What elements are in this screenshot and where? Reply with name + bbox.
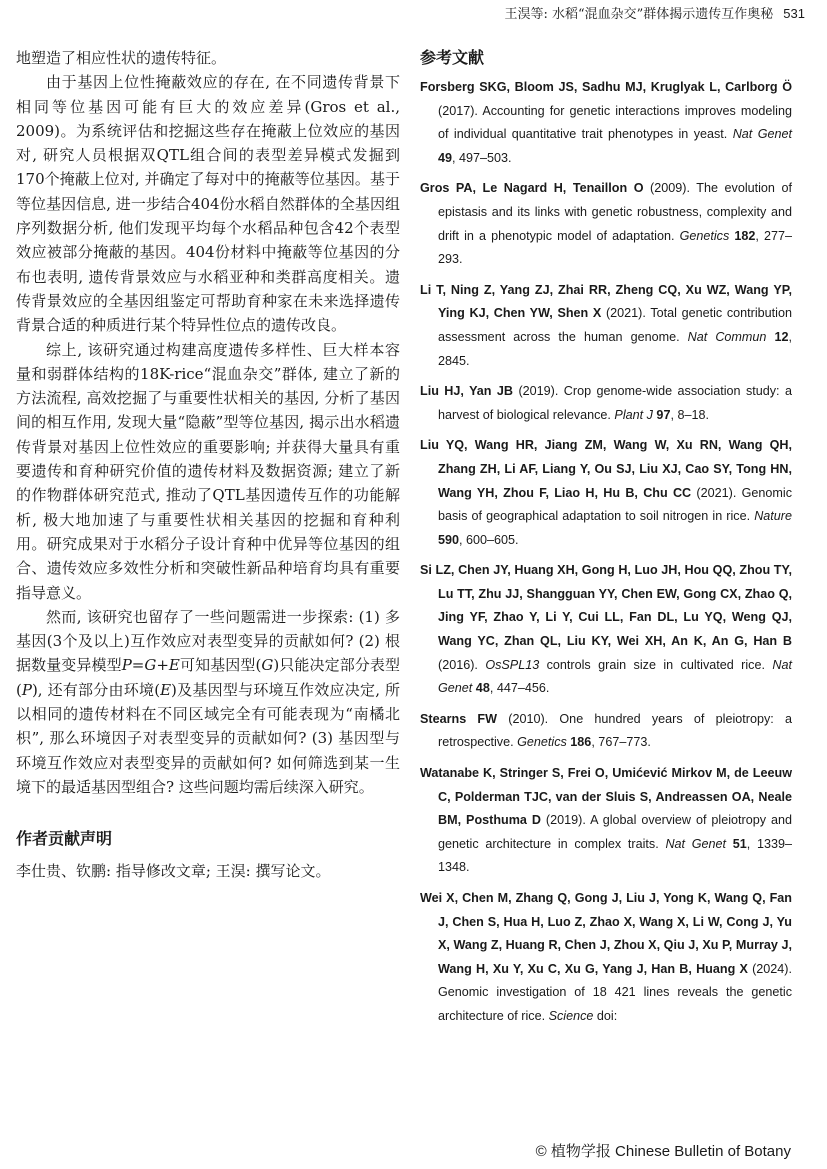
reference-pages: doi: — [593, 1008, 618, 1023]
reference-year: (2021). — [691, 485, 742, 500]
journal-name-cn: 植物学报 — [550, 1142, 611, 1160]
journal-name-en: Chinese Bulletin of Botany — [615, 1143, 791, 1160]
reference-title: The evolution of epistasis and its links with genetic robustness, complexity and drift in a phenotypic model of adaptation. — [438, 181, 792, 243]
reference-authors: Forsberg SKG, Bloom JS, Sadhu MJ, Kruglyak L, Carlborg Ö — [420, 80, 792, 94]
p4-text-2: 可知基因型( — [179, 656, 262, 675]
reference-authors: Watanabe K, Stringer S, Frei O, Umićević Mirkov M, de Leeuw C, Polderman TJC, van der Sluis S, Andreassen OA, Neale BM, Posthuma D — [420, 766, 792, 828]
reference-authors: Wei X, Chen M, Zhang Q, Gong J, Liu J, Yong K, Wang Q, Fan J, Chen S, Hua H, Luo Z, Zhao X, Wang X, Li W, Cong J, Yu X, Wang Z, Huang R, Chen J, Zhou X, Qiu J, Xu P, Murray J, Wang H, Xu Y, Xu C, Xu G, Yang J, Han B, Huang X — [420, 891, 792, 976]
paragraph-2: 由于基因上位性掩蔽效应的存在, 在不同遗传背景下相同等位基因可能有巨大的效应差异(Gros et al., 2009)。为系统评估和挖掘这些存在掩蔽上位效应的基因对, 研究人员根据双QTL组合间的表型差异模式发掘到170个掩蔽上位对, 并确定了每对中的掩蔽等位基因。基于等位基因信息, 进一步结合404份水稻自然群体的全基因组序列数据分析, 他们发现平均每个水稻品种包含42个表型效应被部分掩蔽的基因。404份材料中掩蔽等位基因的分布也表明, 遗传背景效应与水稻亚种和类群高度相关。遗传背景效应的全基因组鉴定可帮助育种家在未来选择遗传背景合适的种质进行某个特异性位点的遗传改良。 — [16, 73, 400, 335]
copyright-symbol: © — [535, 1143, 547, 1160]
reference-volume: 97 — [652, 407, 671, 422]
reference-title: Crop genome-wide association study: a harvest of biological relevance. — [438, 384, 792, 422]
symbol-g: G — [261, 656, 274, 675]
p4-text-1: 然而, 该研究也留存了一些问题需进一步探索: (1) 多基因(3个及以上)互作效应对表型变异的贡献如何? (2) 根据数量变异模型 — [16, 607, 400, 675]
reference-title: A global overview of pleiotropy and genetic architecture in complex traits. — [438, 813, 792, 851]
paragraph-4 — [16, 605, 400, 799]
page-number: 531 — [783, 6, 805, 21]
reference-title: Accounting for genetic interactions improves modeling of individual quantitative trait phenotypes in yeast. — [438, 103, 792, 142]
reference-item — [420, 380, 792, 427]
contributions-text: 李仕贵、钦鹏: 指导修改文章; 王淏: 撰写论文。 — [16, 862, 331, 881]
reference-item — [420, 434, 792, 552]
reference-journal: Nat Genet — [438, 657, 792, 696]
reference-gene-name: OsSPL13 — [485, 657, 540, 672]
p4-text-3: )只能决定部分表型( — [16, 656, 401, 699]
running-head-title: 王淏等: 水稻“混血杂交”群体揭示遗传互作奥秘 — [504, 7, 774, 22]
reference-volume: 182 — [729, 228, 756, 243]
reference-title: Genomic basis of geographical adaptation to soil nitrogen in rice. — [438, 485, 792, 524]
reference-year: (2021). — [601, 306, 651, 321]
reference-pages: , 447–456. — [489, 681, 550, 696]
reference-authors: Stearns FW — [420, 711, 498, 726]
reference-volume: 186 — [566, 735, 592, 750]
p4-text-4: ), 还有部分由环境( — [31, 680, 161, 699]
reference-authors: Liu YQ, Wang HR, Jiang ZM, Wang W, Xu RN, Wang QH, Zhang ZH, Li AF, Liang Y, Ou SJ, Liu XJ, Cao SY, Tong HN, Wang YH, Zhou F, Liao H, Hu B, Chu CC — [420, 438, 792, 500]
reference-pages: , 277–293. — [438, 228, 793, 267]
reference-year: (2016). — [438, 657, 486, 672]
reference-pages: , 1339–1348. — [438, 836, 793, 875]
reference-year: (2019). — [540, 813, 591, 828]
reference-journal: Genetics — [517, 735, 567, 750]
reference-year: (2009). — [643, 181, 697, 196]
running-head — [380, 5, 805, 24]
reference-year: (2010). — [497, 711, 560, 726]
symbol-p: P — [21, 680, 32, 699]
reference-authors: Si LZ, Chen JY, Huang XH, Gong H, Luo JH, Hou QQ, Zhou TY, Lu TT, Zhu JJ, Shangguan YY, Chen EW, Gong CX, Zhao Q, Jing YF, Zhao Y, Li Y, Cui LL, Fan DL, Lu YQ, Weng QJ, Wang YC, Zhan QL, Liu KY, Wei XH, An K, An G, Han B — [420, 563, 792, 649]
reference-pages: , 497–503. — [452, 150, 512, 165]
reference-title: One hundred years of pleiotropy: a retrospective. — [438, 711, 792, 750]
reference-pages: , 600–605. — [459, 532, 519, 547]
reference-journal: Nat Genet — [732, 127, 793, 142]
reference-journal: Nat Commun — [687, 329, 767, 344]
reference-authors: Li T, Ning Z, Yang ZJ, Zhai RR, Zheng CQ, Xu WZ, Wang YP, Ying KJ, Chen YW, Shen X — [420, 282, 792, 321]
reference-volume: 12 — [766, 329, 789, 344]
reference-title: Total genetic contribution assessment across the human genome. — [438, 306, 792, 344]
reference-item — [420, 76, 792, 170]
reference-title: controls grain size in cultivated rice. — [539, 657, 773, 672]
reference-item — [420, 762, 792, 880]
reference-list — [420, 76, 792, 1029]
reference-pages: , 8–18. — [670, 407, 709, 422]
reference-authors: Liu HJ, Yan JB — [420, 384, 514, 399]
references-heading: 参考文献 — [420, 48, 485, 67]
paragraph-1: 地塑造了相应性状的遗传特征。 — [16, 49, 227, 67]
reference-journal: Nat Genet — [665, 836, 727, 851]
p4-text-5: )及基因型与环境互作效应决定, 所以相同的遗传材料在不同区域完全有可能表现为“南橘北枳”, 那么环境因子对表型变异的贡献如何? (3) 基因型与环境互作效应对表型变异的贡献如何? 如何筛选到某一生境下的最适基因型组合? 这些问题均需后续深入研究。 — [16, 680, 400, 796]
contributions-heading: 作者贡献声明 — [16, 829, 113, 849]
paragraph-3: 综上, 该研究通过构建高度遗传多样性、巨大样本容量和弱群体结构的18K-rice“混血杂交”群体, 建立了新的方法流程, 高效挖掘了与重要性状相关的基因, 分析了基因间的相互作用, 发现大量“隐蔽”型等位基因, 揭示出水稻遗传背景对基因上位性效应的重要影响; 并获得大量具有重要遗传和育种研究价值的遗传材料及数据资源; 建立了新的作物群体研究范式, 推动了QTL基因遗传互作的功能解析, 极大地加速了与重要性状相关基因的挖掘和育种利用。研究成果对于水稻分子设计育种中优异等位基因的组合、遗传效应多效性分析和突破性新品种培育均具有重要指导意义。 — [16, 340, 400, 602]
reference-year: (2024). — [747, 961, 793, 976]
reference-journal: Science — [548, 1008, 594, 1023]
reference-volume: 49 — [438, 150, 453, 165]
reference-item — [420, 177, 792, 271]
formula: P=G+E — [121, 656, 180, 675]
reference-item — [420, 887, 792, 1029]
reference-volume: 48 — [472, 681, 490, 696]
reference-year: (2017). — [438, 103, 483, 118]
reference-year: (2019). — [513, 384, 564, 399]
reference-pages: , 767–773. — [591, 735, 651, 750]
reference-journal: Genetics — [679, 228, 730, 243]
reference-item — [420, 559, 792, 701]
reference-item — [420, 708, 792, 755]
reference-volume: 590 — [438, 532, 460, 547]
reference-journal: Plant J — [614, 407, 653, 422]
reference-volume: 51 — [726, 836, 747, 851]
reference-pages: , 2845. — [438, 329, 792, 368]
references-column — [420, 46, 792, 1036]
reference-item — [420, 279, 792, 373]
reference-journal: Nature — [754, 509, 792, 524]
reference-authors: Gros PA, Le Nagard H, Tenaillon O — [420, 181, 644, 196]
reference-title: Genomic investigation of 18 421 lines reveals the genetic architecture of rice. — [438, 985, 792, 1023]
footer — [536, 1140, 791, 1161]
left-column — [16, 46, 400, 884]
symbol-e: E — [160, 680, 172, 699]
